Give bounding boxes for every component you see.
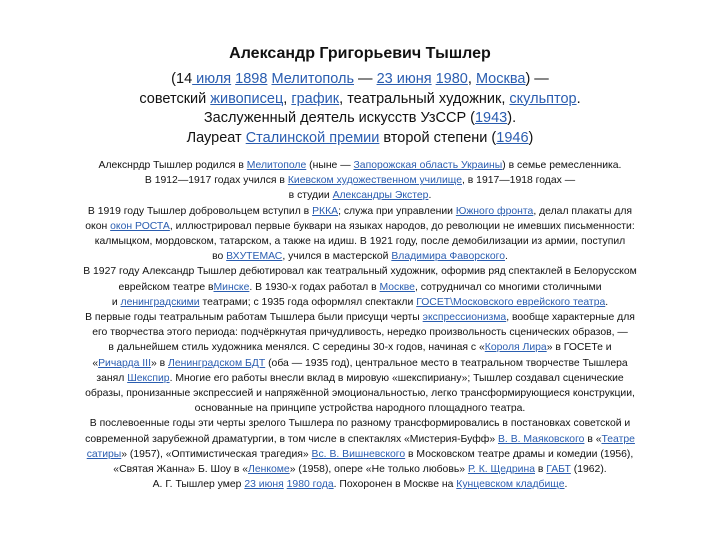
- link-expressionism[interactable]: экспрессионизма: [422, 312, 507, 324]
- link-graphic[interactable]: график: [291, 90, 340, 107]
- body-text: в Московском театре драмы и комедии (1956),: [408, 448, 634, 460]
- link-birth-place[interactable]: Мелитополь: [271, 71, 355, 87]
- body-text: в: [537, 464, 544, 476]
- body-text: его творчества этого периода: подчёркнутая причудливость, нередко произвольность сценических образов, —: [92, 327, 628, 339]
- body-text: В 1919 году Тышлер добровольцем вступил в: [87, 205, 310, 217]
- article-body: [18, 158, 702, 492]
- link-kuntsevo[interactable]: Кунцевском кладбище: [456, 479, 565, 491]
- body-text: » (1958), опере «Не только любовь»: [289, 464, 466, 476]
- link-kiev-school[interactable]: Киевском художественном училище: [287, 175, 462, 187]
- paragraph-theatre-debut: [18, 264, 702, 310]
- article-header: [18, 0, 702, 148]
- link-goset[interactable]: ГОСЕТ\Московского еврейского театра: [416, 296, 606, 308]
- body-text: театрами; с 1935 года оформлял спектакли: [202, 296, 414, 308]
- body-text: , учился в мастерской: [282, 251, 389, 263]
- body-text: ; служа при управлении: [338, 205, 453, 217]
- link-richard-iii[interactable]: Ричарда III: [98, 357, 151, 369]
- body-text: » в: [150, 357, 166, 369]
- body-text: . В 1930-х годах работал в: [249, 281, 377, 293]
- paragraph-birth: [18, 158, 702, 173]
- link-death-day[interactable]: 23 июня: [376, 71, 432, 87]
- body-text: , иллюстрировал первые буквари на языках народов, до революции не имевших письменности:: [169, 220, 635, 232]
- link-death-place[interactable]: Москва: [475, 71, 526, 87]
- body-text: , сотрудничал со многими столичными: [414, 281, 602, 293]
- body-text: (1962).: [573, 464, 607, 476]
- lead-text: второй степени (: [383, 129, 497, 146]
- link-rkka[interactable]: РККА: [312, 205, 339, 217]
- lead-paragraph: (14 июля 1898 Мелитополь — 23 июня 1980, Москва) — советский живописец, график, театральный художник, скульптор. Заслуженный деятель искусств УзССР (1943). Лауреат Сталинской премии второй степени (1946): [139, 71, 581, 146]
- link-death-date[interactable]: 23 июня: [244, 479, 284, 491]
- link-zaporozhye[interactable]: Запорожская область Украины: [353, 160, 503, 171]
- lead-text: Лауреат: [186, 129, 242, 146]
- body-text: А. Г. Тышлер умер: [152, 479, 242, 491]
- body-text: .: [605, 296, 609, 308]
- link-moscow[interactable]: Москве: [379, 281, 415, 293]
- link-shchedrin[interactable]: Р. К. Щедрина: [467, 464, 535, 476]
- lead-text: ) —: [525, 71, 549, 87]
- body-text: и: [111, 296, 118, 308]
- link-lenkom[interactable]: Ленкоме: [248, 464, 290, 476]
- paragraph-death: [18, 477, 702, 492]
- link-exter[interactable]: Александры Экстер: [332, 190, 429, 202]
- body-text: в студии: [288, 190, 330, 202]
- lead-text: ): [528, 129, 534, 146]
- link-death-year-body[interactable]: 1980 года: [286, 479, 334, 491]
- body-text: современной зарубежной драматургии, в том числе в спектаклях «Мистерия-Буфф»: [85, 433, 496, 445]
- body-text: занял: [96, 372, 125, 384]
- lead-text: (14: [171, 71, 193, 87]
- body-text: . Многие его работы внесли вклад в мировую «шекспириану»; Тышлер создавал сценические: [169, 372, 624, 384]
- link-painter[interactable]: живописец: [210, 90, 284, 107]
- body-text: еврейском театре в: [118, 281, 214, 293]
- link-birth-year[interactable]: 1898: [235, 71, 268, 87]
- body-text: .: [428, 190, 432, 202]
- body-text: В 1927 году Александр Тышлер дебютировал как театральный художник, оформив ряд спектаклей в Белорусском: [83, 266, 637, 278]
- body-text: в дальнейшем стиль художника менялся. С середины 30-х годов, начиная с «: [108, 342, 485, 354]
- body-text: (ныне —: [309, 160, 351, 171]
- link-south-front[interactable]: Южного фронта: [455, 205, 534, 217]
- paragraph-education: [18, 173, 702, 203]
- link-satire-theatre[interactable]: Театре: [601, 433, 635, 445]
- link-honour-year[interactable]: 1943: [474, 110, 508, 126]
- body-text: В послевоенные годы эти черты зрелого Тышлера по разному трансформировались в постановках советской и: [89, 418, 631, 430]
- body-text: , вообще характерные для: [506, 312, 635, 324]
- link-melitopol[interactable]: Мелитополе: [246, 160, 307, 171]
- body-text: В 1912—1917 годах учился в: [144, 175, 285, 187]
- link-gabt[interactable]: ГАБТ: [546, 464, 571, 476]
- paragraph-army: [18, 204, 702, 265]
- body-text: калмыцком, мордовском, татарском, а также на идиш. В 1921 году, после демобилизации из армии, поступил: [94, 236, 626, 248]
- lead-text: Заслуженный деятель искусств УзССР (: [203, 110, 475, 126]
- link-death-year[interactable]: 1980: [435, 71, 468, 87]
- body-text: » (1957), «Оптимистическая трагедия»: [121, 448, 309, 460]
- lead-text: театральный художник,: [347, 90, 506, 107]
- link-vkhutemas[interactable]: ВХУТЕМАС: [226, 251, 283, 263]
- body-text: образы, пронизанные экспрессией и напряжённой эмоциональностью, легко трансформирующиеся конструкции,: [85, 388, 635, 400]
- lead-text: ).: [507, 110, 517, 126]
- body-text: .: [505, 251, 508, 263]
- body-text: , в 1917—1918 годах —: [461, 175, 576, 187]
- lead-text: —: [358, 71, 373, 87]
- body-text: во: [212, 251, 224, 263]
- body-text: «Святая Жанна» Б. Шоу в «: [113, 464, 248, 476]
- link-rosta[interactable]: окон РОСТА: [110, 220, 170, 232]
- link-king-lear[interactable]: Короля Лира: [484, 342, 547, 354]
- link-leningrad[interactable]: ленинградскими: [120, 296, 200, 308]
- body-text: , делал плакаты для: [533, 205, 633, 217]
- body-text: «: [92, 357, 99, 369]
- link-minsk[interactable]: Минске: [213, 281, 250, 293]
- paragraph-postwar: [18, 416, 702, 477]
- body-text: . Похоронен в Москве на: [333, 479, 454, 491]
- page-title: Александр Григорьевич Тышлер: [229, 45, 491, 62]
- link-shakespeare[interactable]: Шекспир: [127, 372, 170, 384]
- link-stalin-prize[interactable]: Сталинской премии: [245, 129, 380, 146]
- body-text: окон: [85, 220, 108, 232]
- body-text: (оба — 1935 год), центральное место в театральном творчестве Тышлера: [268, 357, 628, 369]
- link-bdt[interactable]: Ленинградском БДТ: [168, 357, 266, 369]
- link-vishnevsky[interactable]: Вс. В. Вишневского: [311, 448, 406, 460]
- link-mayakovsky[interactable]: В. В. Маяковского: [498, 433, 585, 445]
- link-birth-month[interactable]: июля: [192, 71, 232, 87]
- link-prize-year[interactable]: 1946: [496, 129, 529, 146]
- body-text: » в ГОСЕТе и: [546, 342, 612, 354]
- body-text: основанные на принципе устройства народного площадного театра.: [194, 403, 526, 415]
- lead-text: советский: [139, 90, 207, 107]
- link-satire-theatre-cont[interactable]: сатиры: [86, 448, 122, 460]
- paragraph-style: [18, 310, 702, 416]
- link-sculptor[interactable]: скульптор: [509, 90, 577, 107]
- body-text: в «: [587, 433, 602, 445]
- link-favorsky[interactable]: Владимира Фаворского: [391, 251, 505, 263]
- body-text: .: [564, 479, 568, 491]
- body-text: ) в семье ремесленника.: [502, 160, 622, 171]
- body-text: Алекснрдр Тышлер родился в: [98, 160, 244, 171]
- body-text: В первые годы театральным работам Тышлера были присущи черты: [85, 312, 420, 324]
